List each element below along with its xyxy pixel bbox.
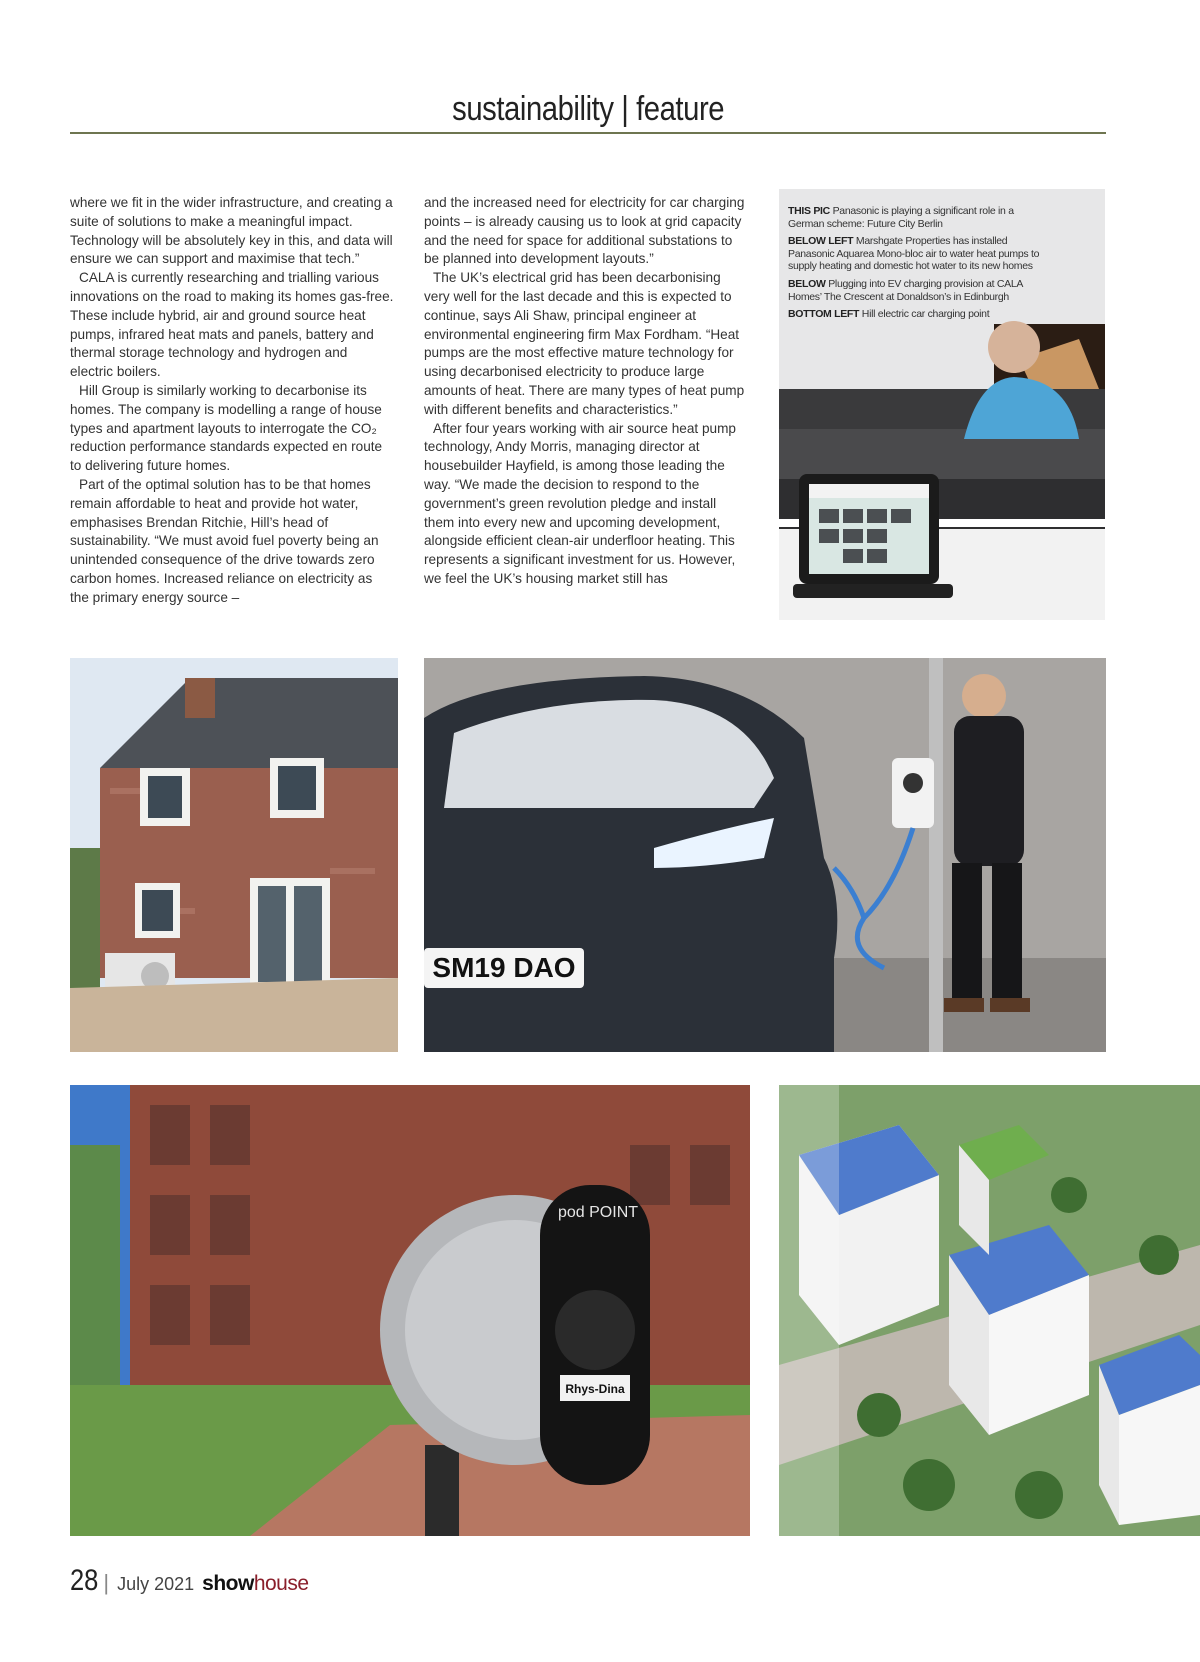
- photo-captions: [788, 205, 1048, 326]
- pod-point-illustration: [70, 1085, 750, 1536]
- paragraph: Hill Group is similarly working to decarbonise its homes. The company is modelling a range of house types and apartment layouts to interrogate the CO₂ reduction performance standards expected en route to delivering future homes.: [70, 382, 383, 474]
- photo-tesla-charging: [424, 658, 1106, 1052]
- charger-tag-text: Rhys-Dina: [565, 1382, 625, 1396]
- license-plate-text: SM19 DAO: [432, 952, 576, 983]
- section-header: [70, 88, 1106, 134]
- photo-pod-point-charger: [70, 1085, 750, 1536]
- paragraph: The UK’s electrical grid has been decarbonising very well for the last decade and this is expected to continue, says Ali Shaw, principal engineer at environmental engineering firm Max Fordham. “Heat pumps are the most effective mature technology for using decarbonised electricity to produce large amounts of heat. There are many types of heat pump with different benefits and characteristics.”: [424, 270, 745, 417]
- page-footer: [70, 1564, 309, 1604]
- photo-brick-house: [70, 658, 398, 1052]
- caption-label: THIS PIC: [788, 205, 830, 217]
- magazine-brand-house: house: [253, 1572, 309, 1595]
- article-column-2: [424, 194, 748, 589]
- article-column-1: [70, 194, 394, 608]
- caption: [788, 278, 1048, 303]
- caption-label: BELOW LEFT: [788, 235, 854, 248]
- issue-date: July 2021: [117, 1574, 195, 1594]
- caption-text: Hill electric car charging point: [861, 308, 990, 321]
- caption: [788, 205, 1048, 230]
- caption: [788, 308, 1048, 321]
- paragraph: and the increased need for electricity for car charging points – is already causing us to look at grid capacity and the need for space for additional substations to be planned into development layouts.”: [424, 195, 745, 267]
- magazine-brand-show: show: [202, 1572, 254, 1595]
- caption-text: Marshgate Properties has installed Panasonic Aquarea Mono-bloc air to water heat pumps to supply heating and domestic hot water to its new homes: [788, 235, 1040, 273]
- paragraph: After four years working with air source heat pump technology, Andy Morris, managing director at housebuilder Hayfield, is among those leading the way. “We made the decision to respond to the government’s green revolution pledge and install them into every new and upcoming development, alongside efficient clean-air underfloor heating. This represents a significant investment for us. However, we feel the UK’s housing market still has: [424, 420, 736, 586]
- tesla-charging-illustration: [424, 658, 1106, 1052]
- section-title: sustainability | feature: [452, 90, 724, 128]
- charger-brand-text: pod POINT: [557, 1204, 639, 1221]
- photo-future-city-berlin: [779, 1085, 1200, 1536]
- caption-label: BOTTOM LEFT: [788, 308, 860, 321]
- caption-text: Panasonic is playing a significant role in a German scheme: Future City Berlin: [788, 205, 1014, 230]
- paragraph: where we fit in the wider infrastructure, and creating a suite of solutions to make a meaningful impact. Technology will be absolutely key in this, and data will ensure we can support and maximise that tech.”: [70, 195, 393, 267]
- paragraph: CALA is currently researching and trialling various innovations on the road to making its homes gas-free. These include hybrid, air and ground source heat pumps, infrared heat mats and panels, battery and thermal storage technology and hydrogen and electric boilers.: [70, 270, 394, 380]
- caption: [788, 235, 1048, 273]
- aerial-city-illustration: [779, 1085, 1200, 1536]
- caption-text: Plugging into EV charging provision at CALA Homes’ The Crescent at Donaldson’s in Edinburgh: [788, 277, 1023, 303]
- page-number: 28: [70, 1564, 99, 1597]
- paragraph: Part of the optimal solution has to be that homes remain affordable to heat and provide hot water, emphasises Brendan Ritchie, Hill’s head of sustainability. “We must avoid fuel poverty being an unintended consequence of the drive towards zero carbon homes. Increased reliance on electricity as the primary energy source –: [70, 476, 379, 605]
- caption-label: BELOW: [788, 277, 826, 290]
- brick-house-illustration: [70, 658, 398, 1052]
- footer-separator: |: [103, 1570, 110, 1595]
